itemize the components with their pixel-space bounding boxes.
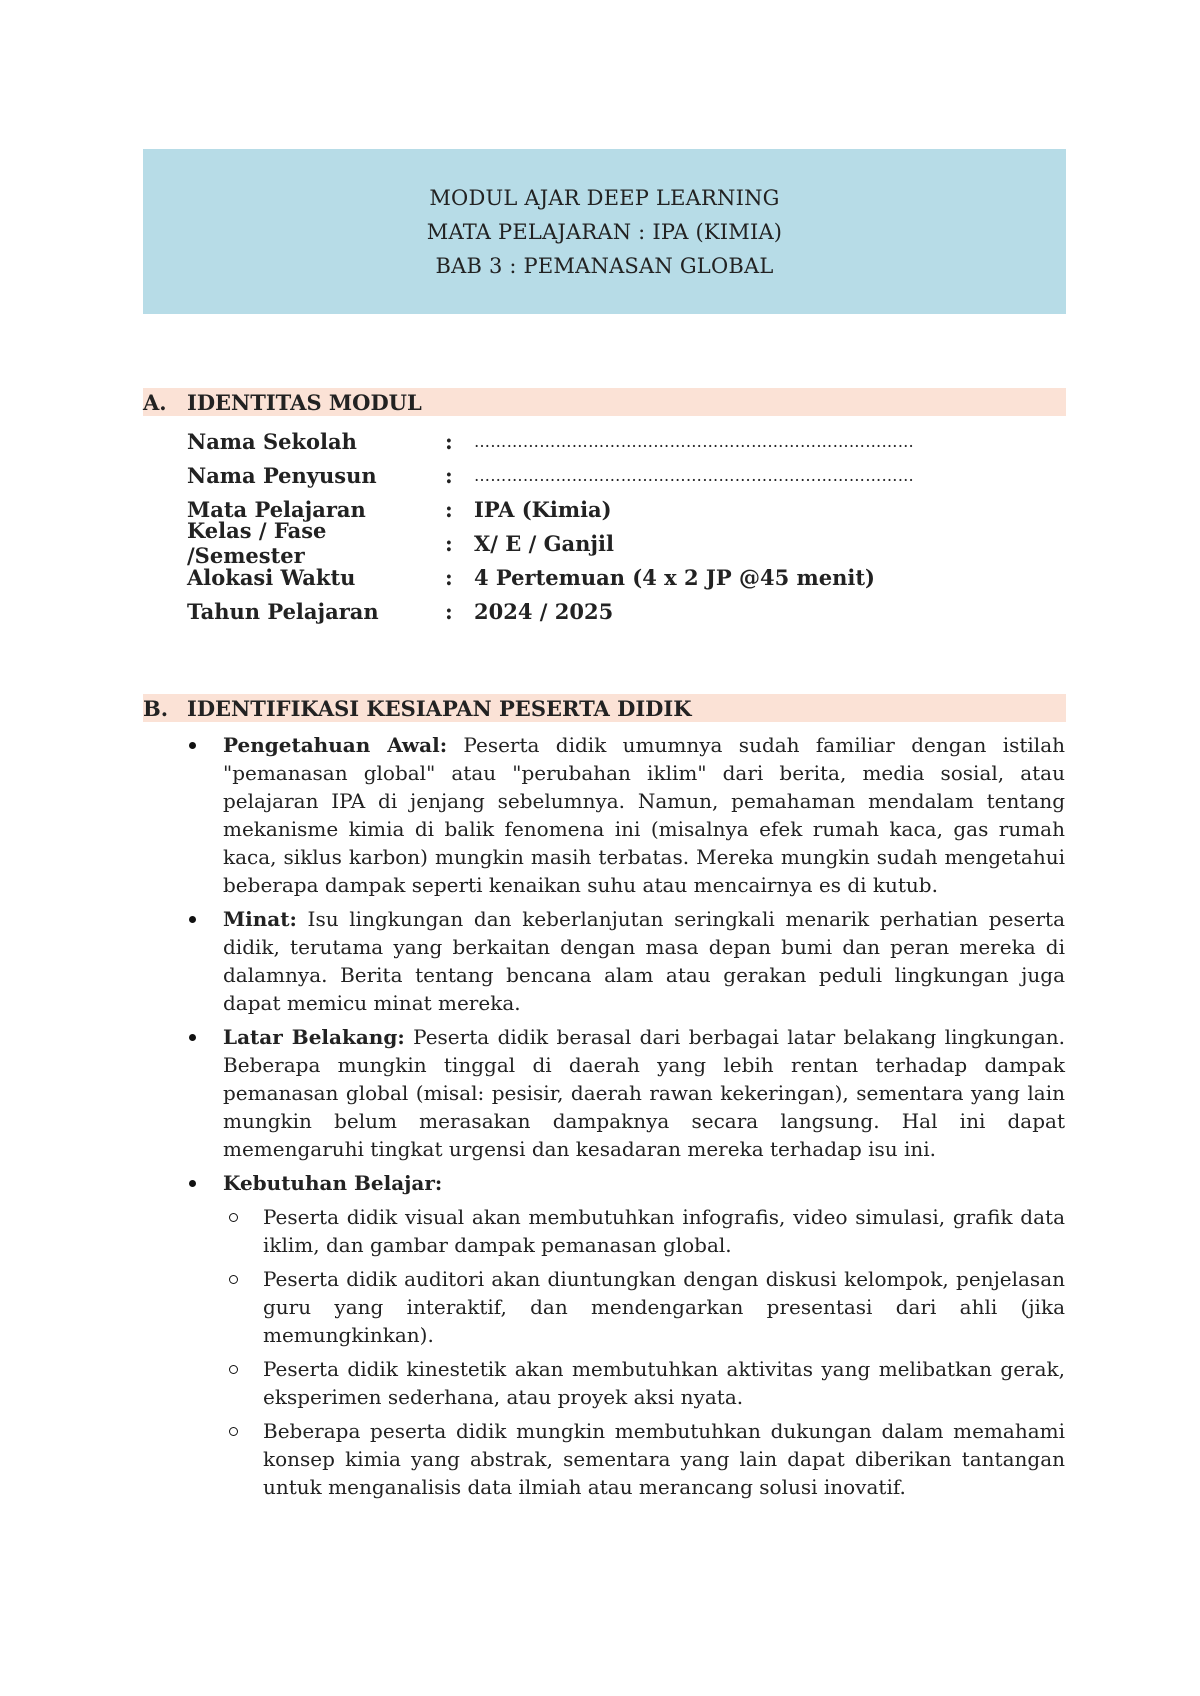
sub-list-item [187, 1417, 1065, 1501]
sub-list-item [187, 1265, 1065, 1349]
title-line-3: BAB 3 : PEMANASAN GLOBAL [435, 253, 774, 278]
circle-bullet-icon [229, 1213, 238, 1222]
list-item [187, 905, 1065, 1017]
sub-item-text: Peserta didik visual akan membutuhkan infografis, video simulasi, grafik data iklim, dan gambar dampak pemanasan global. [263, 1205, 1065, 1257]
sub-item-text: Beberapa peserta didik mungkin membutuhkan dukungan dalam memahami konsep kimia yang abstrak, sementara yang lain dapat diberikan tantangan untuk menganalisis data ilmiah atau merancang solusi inovatif. [263, 1419, 1065, 1499]
identity-value: IPA (Kimia) [474, 496, 612, 522]
section-a-heading [143, 388, 1066, 416]
identity-row-school [187, 424, 914, 458]
identity-label: Mata Pelajaran [187, 496, 366, 522]
item-term: Latar Belakang: [223, 1025, 405, 1049]
module-identity-list [187, 424, 914, 628]
identity-value: 2024 / 2025 [474, 598, 614, 624]
sub-item-text: Peserta didik auditori akan diuntungkan dengan diskusi kelompok, penjelasan guru yang interaktif, dan mendengarkan presentasi dari ahli (jika memungkinkan). [263, 1267, 1065, 1347]
identity-colon: : [445, 496, 453, 522]
item-term: Pengetahuan Awal: [223, 733, 448, 757]
identity-colon: : [445, 564, 453, 590]
section-a-title: IDENTITAS MODUL [187, 389, 422, 415]
identity-row-class [187, 518, 914, 568]
sub-list-item [187, 1203, 1065, 1259]
identity-value: X/ E / Ganjil [474, 530, 614, 556]
item-term: Kebutuhan Belajar: [223, 1171, 443, 1195]
item-text: Isu lingkungan dan keberlanjutan seringkali menarik perhatian peserta didik, terutama yang berkaitan dengan masa depan bumi dan peran mereka di dalamnya. Berita tentang bencana alam atau gerakan peduli lingkungan juga dapat memicu minat mereka. [223, 907, 1065, 1015]
section-b-title: IDENTIFIKASI KESIAPAN PESERTA DIDIK [187, 695, 692, 721]
identity-colon: : [445, 462, 453, 488]
document-title-box [143, 149, 1066, 314]
title-line-2: MATA PELAJARAN : IPA (KIMIA) [426, 219, 783, 244]
sub-list-item [187, 1355, 1065, 1411]
bullet-icon [189, 1180, 196, 1187]
identity-row-time [187, 560, 914, 594]
circle-bullet-icon [229, 1427, 238, 1436]
bullet-icon [189, 742, 196, 749]
identity-label: Alokasi Waktu [187, 564, 356, 590]
sub-item-text: Peserta didik kinestetik akan membutuhkan aktivitas yang melibatkan gerak, eksperimen sederhana, atau proyek aksi nyata. [263, 1357, 1065, 1409]
circle-bullet-icon [229, 1365, 238, 1374]
readiness-list [187, 731, 1065, 1507]
list-item [187, 1023, 1065, 1163]
circle-bullet-icon [229, 1275, 238, 1284]
item-text: Peserta didik berasal dari berbagai latar belakang lingkungan. Beberapa mungkin tinggal di daerah yang lebih rentan terhadap dampak pemanasan global (misal: pesisir, daerah rawan kekeringan), sementara yang lain mungkin belum merasakan dampaknya secara langsung. Hal ini dapat memengaruhi tingkat urgensi dan kesadaran mereka terhadap isu ini. [223, 1025, 1065, 1161]
identity-row-year [187, 594, 914, 628]
list-item [187, 1169, 1065, 1197]
identity-value: ……………………………………………………………………… [474, 465, 915, 485]
section-b-heading [143, 694, 1066, 722]
bullet-icon [189, 1034, 196, 1041]
bullet-icon [189, 916, 196, 923]
section-b-letter: B. [143, 695, 169, 721]
identity-label: Kelas / Fase /Semester [187, 518, 327, 568]
title-line-1: MODUL AJAR DEEP LEARNING [429, 185, 780, 210]
identity-colon: : [445, 598, 453, 624]
identity-colon: : [445, 530, 453, 556]
identity-colon: : [445, 428, 453, 454]
item-term: Minat: [223, 907, 297, 931]
item-text: Peserta didik umumnya sudah familiar dengan istilah "pemanasan global" atau "perubahan iklim" dari berita, media sosial, atau pelajaran IPA di jenjang sebelumnya. Namun, pemahaman mendalam tentang mekanisme kimia di balik fenomena ini (misalnya efek rumah kaca, gas rumah kaca, siklus karbon) mungkin masih terbatas. Mereka mungkin sudah mengetahui beberapa dampak seperti kenaikan suhu atau mencairnya es di kutub. [223, 733, 1065, 897]
identity-value: ……………………………………………………………………… [474, 431, 915, 451]
identity-label: Nama Penyusun [187, 462, 377, 488]
identity-label: Tahun Pelajaran [187, 598, 379, 624]
identity-row-author [187, 458, 914, 492]
identity-label: Nama Sekolah [187, 428, 357, 454]
section-a-letter: A. [143, 389, 167, 415]
list-item [187, 731, 1065, 899]
identity-value: 4 Pertemuan (4 x 2 JP @45 menit) [474, 564, 875, 590]
